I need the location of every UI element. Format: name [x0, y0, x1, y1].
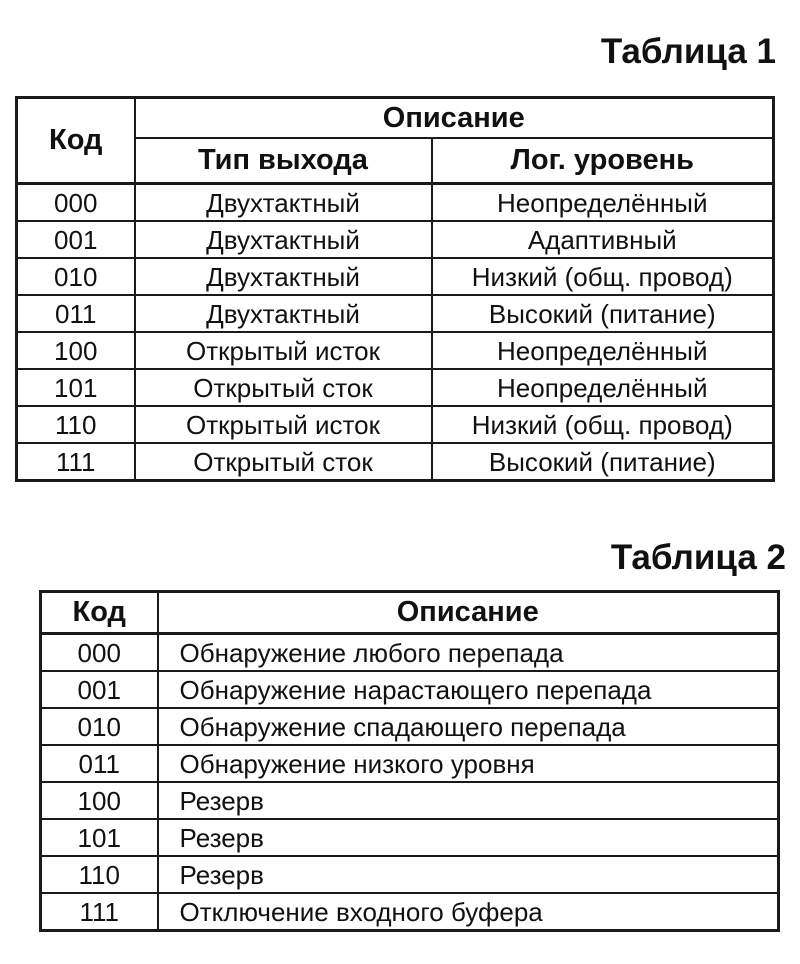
table1: [15, 96, 775, 482]
table2-cell-code: 110: [41, 856, 158, 893]
table2-title: Таблица 2: [610, 538, 786, 577]
table2-cell-description: Обнаружение спадающего перепада: [158, 708, 779, 745]
table1-cell-code: 101: [17, 369, 135, 406]
table1-cell-code: 110: [17, 406, 135, 443]
table1-cell-output-type: Открытый сток: [135, 443, 432, 481]
table2-cell-description: Резерв: [158, 856, 779, 893]
table-row: [41, 782, 779, 819]
table1-cell-output-type: Двухтактный: [135, 295, 432, 332]
table2-cell-description: Обнаружение любого перепада: [158, 634, 779, 672]
table1-title: Таблица 1: [600, 32, 776, 71]
table1-cell-logic-level: Низкий (общ. провод): [432, 406, 774, 443]
table1-cell-output-type: Открытый исток: [135, 406, 432, 443]
table-row: [17, 406, 774, 443]
table2-cell-code: 001: [41, 671, 158, 708]
table1-cell-output-type: Открытый исток: [135, 332, 432, 369]
table1-cell-logic-level: Высокий (питание): [432, 295, 774, 332]
table-row: [17, 221, 774, 258]
table1-cell-logic-level: Адаптивный: [432, 221, 774, 258]
table1-cell-code: 011: [17, 295, 135, 332]
table1-cell-output-type: Двухтактный: [135, 258, 432, 295]
table-row: [17, 443, 774, 481]
table-row: [41, 745, 779, 782]
table2-cell-description: Обнаружение низкого уровня: [158, 745, 779, 782]
table1-cell-code: 001: [17, 221, 135, 258]
table-row: [17, 332, 774, 369]
table1-header-code: Код: [17, 98, 135, 184]
table1-cell-logic-level: Низкий (общ. провод): [432, 258, 774, 295]
table2-header-code: Код: [41, 592, 158, 634]
table2-cell-description: Резерв: [158, 819, 779, 856]
table1-cell-code: 100: [17, 332, 135, 369]
table1-cell-output-type: Открытый сток: [135, 369, 432, 406]
table1-cell-output-type: Двухтактный: [135, 184, 432, 222]
table-row: [41, 634, 779, 672]
table2: [39, 590, 780, 932]
table-row: [41, 819, 779, 856]
table1-header-description: Описание: [135, 98, 774, 139]
table-row: [17, 369, 774, 406]
table2-cell-code: 010: [41, 708, 158, 745]
table1-cell-logic-level: Неопределённый: [432, 369, 774, 406]
table2-cell-description: Резерв: [158, 782, 779, 819]
table1-header-output-type: Тип выхода: [135, 138, 432, 184]
table-row: [17, 184, 774, 222]
table-row: [17, 295, 774, 332]
table1-cell-logic-level: Неопределённый: [432, 332, 774, 369]
table1-cell-logic-level: Неопределённый: [432, 184, 774, 222]
table2-cell-code: 101: [41, 819, 158, 856]
table1-cell-logic-level: Высокий (питание): [432, 443, 774, 481]
table1-cell-code: 010: [17, 258, 135, 295]
table-row: [17, 258, 774, 295]
table-row: [41, 708, 779, 745]
table-row: [41, 671, 779, 708]
table1-cell-code: 111: [17, 443, 135, 481]
table2-cell-code: 000: [41, 634, 158, 672]
table2-cell-code: 011: [41, 745, 158, 782]
table1-header-logic-level: Лог. уровень: [432, 138, 774, 184]
table1-cell-output-type: Двухтактный: [135, 221, 432, 258]
table-row: [41, 893, 779, 931]
table2-cell-description: Обнаружение нарастающего перепада: [158, 671, 779, 708]
table2-header-description: Описание: [158, 592, 779, 634]
table2-cell-code: 100: [41, 782, 158, 819]
table1-cell-code: 000: [17, 184, 135, 222]
table2-cell-code: 111: [41, 893, 158, 931]
table-row: [41, 856, 779, 893]
table2-cell-description: Отключение входного буфера: [158, 893, 779, 931]
